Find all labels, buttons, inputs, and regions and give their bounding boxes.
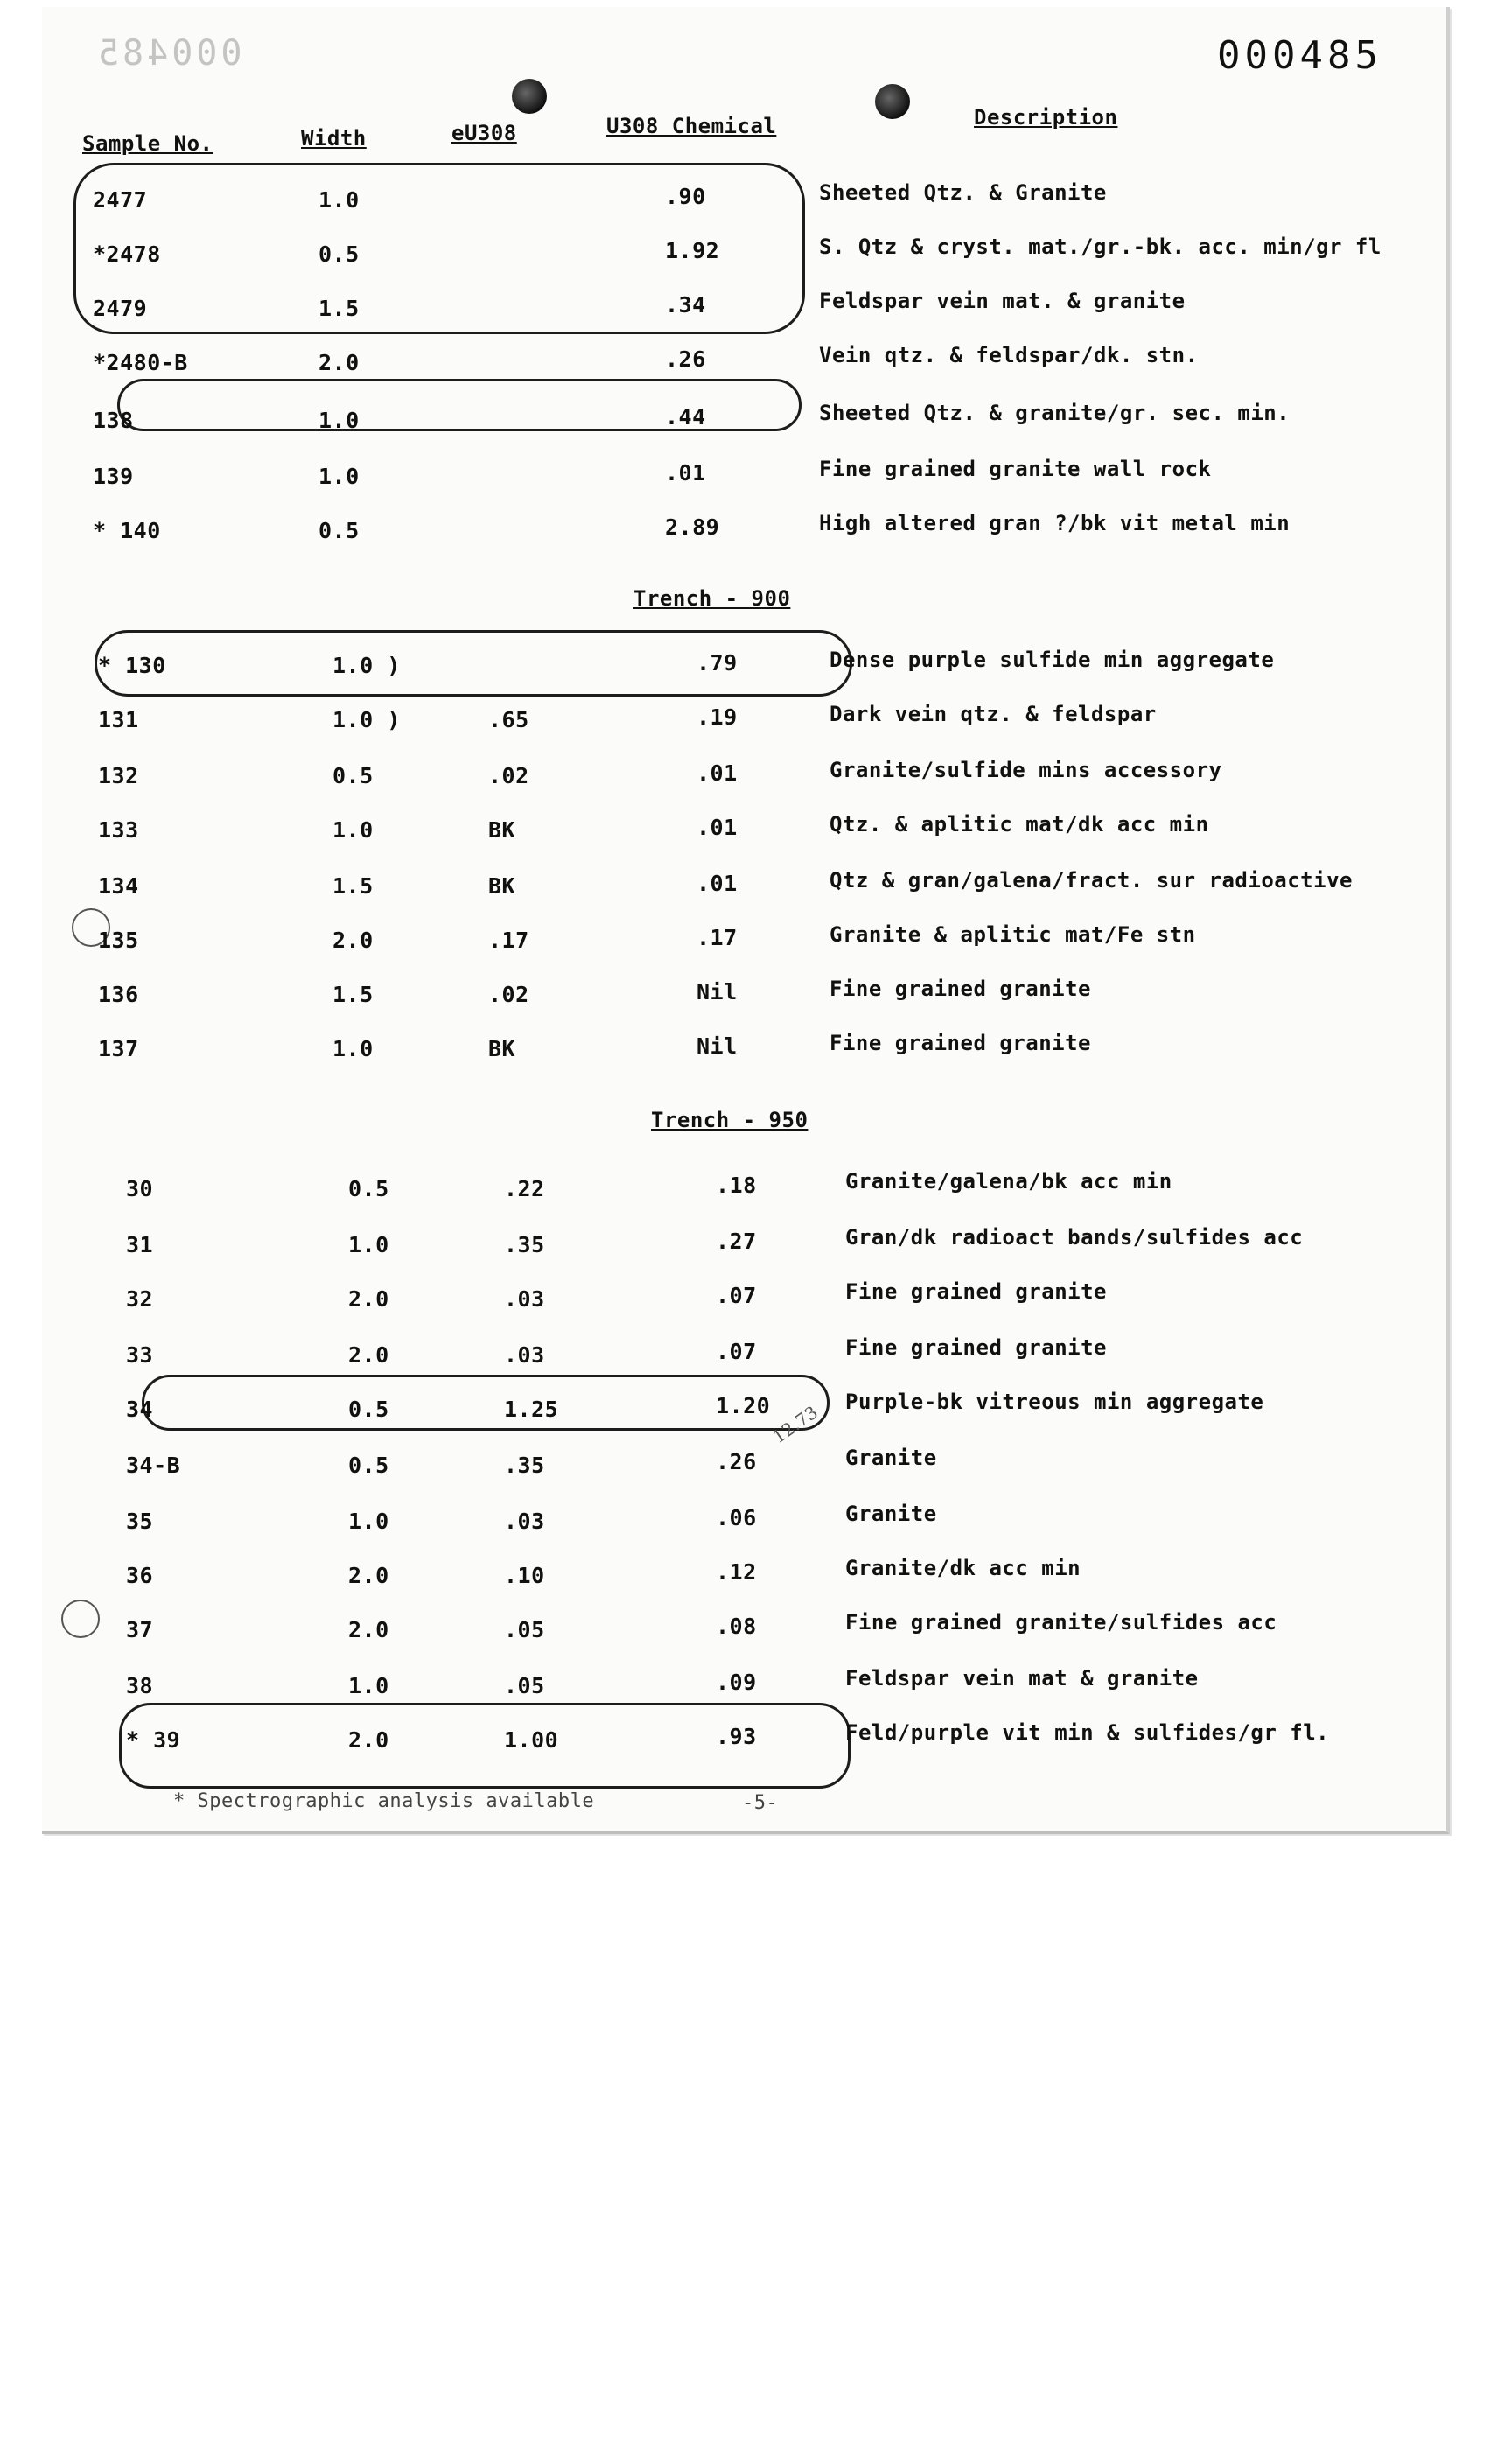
u308-chemical-cell: .06: [716, 1505, 757, 1530]
u308-chemical-cell: .34: [665, 292, 706, 318]
description-cell: Granite & aplitic mat/Fe stn: [830, 922, 1196, 947]
punch-hole: [512, 79, 547, 114]
eu308-cell: .03: [504, 1342, 545, 1368]
sample-no-cell: *2480-B: [93, 350, 188, 375]
sample-no-cell: 34: [126, 1396, 154, 1422]
u308-chemical-cell: 1.20: [716, 1393, 771, 1418]
width-cell: 2.0: [348, 1617, 389, 1642]
sample-no-cell: * 130: [98, 653, 166, 678]
header-u308-chemical: U308 Chemical: [606, 114, 777, 138]
width-cell: 1.5: [332, 982, 374, 1007]
trench-950-heading: Trench - 950: [651, 1108, 808, 1132]
description-cell: Fine grained granite: [845, 1279, 1107, 1304]
width-cell: 1.0: [348, 1673, 389, 1698]
description-cell: Granite: [845, 1502, 937, 1526]
sample-no-cell: 33: [126, 1342, 154, 1368]
handwritten-note: 12.73: [768, 1401, 822, 1448]
sample-no-cell: 38: [126, 1673, 154, 1698]
sample-no-cell: 135: [98, 928, 139, 953]
description-cell: Fine grained granite: [845, 1335, 1107, 1360]
description-cell: Fine grained granite/sulfides acc: [845, 1610, 1278, 1634]
u308-chemical-cell: .27: [716, 1228, 757, 1254]
description-cell: Purple-bk vitreous min aggregate: [845, 1390, 1264, 1414]
description-cell: Sheeted Qtz. & Granite: [819, 180, 1107, 205]
width-cell: 2.0: [332, 928, 374, 953]
sample-no-cell: 131: [98, 707, 139, 732]
eu308-cell: .35: [504, 1452, 545, 1478]
u308-chemical-cell: Nil: [696, 1033, 738, 1059]
sample-no-cell: * 140: [93, 518, 161, 543]
eu308-cell: 1.00: [504, 1727, 559, 1753]
sample-no-cell: 32: [126, 1286, 154, 1312]
trench-900-heading: Trench - 900: [634, 586, 791, 611]
sample-no-cell: * 39: [126, 1727, 181, 1753]
u308-chemical-cell: .26: [716, 1449, 757, 1474]
u308-chemical-cell: .17: [696, 925, 738, 950]
eu308-cell: .02: [488, 982, 529, 1007]
u308-chemical-cell: .26: [665, 346, 706, 372]
description-cell: Dark vein qtz. & feldspar: [830, 702, 1157, 726]
sample-no-cell: *2478: [93, 242, 161, 267]
circled-row: [94, 630, 852, 696]
mirrored-doc-number: 000485: [94, 33, 242, 74]
description-cell: Granite/galena/bk acc min: [845, 1169, 1172, 1194]
width-cell: 1.0: [348, 1232, 389, 1257]
width-cell: 1.0: [332, 1036, 374, 1061]
eu308-cell: 1.25: [504, 1396, 559, 1422]
description-cell: Feldspar vein mat. & granite: [819, 289, 1186, 313]
eu308-cell: BK: [488, 1036, 516, 1061]
width-cell: 2.0: [348, 1342, 389, 1368]
u308-chemical-cell: .08: [716, 1614, 757, 1639]
eu308-cell: BK: [488, 817, 516, 843]
u308-chemical-cell: .93: [716, 1724, 757, 1749]
width-cell: 0.5: [318, 518, 360, 543]
description-cell: Fine grained granite wall rock: [819, 457, 1212, 481]
u308-chemical-cell: .19: [696, 704, 738, 730]
header-eu308: eU308: [452, 121, 517, 145]
u308-chemical-cell: .01: [696, 760, 738, 786]
sample-no-cell: 2477: [93, 187, 148, 213]
eu308-cell: .03: [504, 1286, 545, 1312]
u308-chemical-cell: .18: [716, 1172, 757, 1198]
description-cell: Qtz & gran/galena/fract. sur radioactive: [830, 868, 1353, 892]
sample-no-cell: 133: [98, 817, 139, 843]
description-cell: S. Qtz & cryst. mat./gr.-bk. acc. min/gr fl: [819, 234, 1382, 259]
document-number: 000485: [1217, 33, 1382, 78]
eu308-cell: .02: [488, 763, 529, 788]
description-cell: Granite/dk acc min: [845, 1556, 1082, 1580]
width-cell: 1.0 ): [332, 707, 401, 732]
description-cell: Fine grained granite: [830, 1031, 1091, 1055]
eu308-cell: BK: [488, 873, 516, 899]
description-cell: Gran/dk radioact bands/sulfides acc: [845, 1225, 1304, 1250]
header-description: Description: [974, 105, 1118, 130]
punch-hole: [875, 84, 910, 119]
description-cell: Granite: [845, 1446, 937, 1470]
width-cell: 1.5: [318, 296, 360, 321]
header-width: Width: [301, 126, 367, 150]
u308-chemical-cell: .09: [716, 1670, 757, 1695]
width-cell: 0.5: [332, 763, 374, 788]
sample-no-cell: 31: [126, 1232, 154, 1257]
punch-hole-ring: [61, 1600, 100, 1638]
sample-no-cell: 136: [98, 982, 139, 1007]
width-cell: 1.0 ): [332, 653, 401, 678]
eu308-cell: .05: [504, 1617, 545, 1642]
sample-no-cell: 37: [126, 1617, 154, 1642]
u308-chemical-cell: 1.92: [665, 238, 720, 263]
width-cell: 1.5: [332, 873, 374, 899]
u308-chemical-cell: .44: [665, 404, 706, 430]
header-sample-no: Sample No.: [82, 131, 214, 156]
sample-no-cell: 132: [98, 763, 139, 788]
sample-no-cell: 134: [98, 873, 139, 899]
u308-chemical-cell: Nil: [696, 979, 738, 1004]
description-cell: Granite/sulfide mins accessory: [830, 758, 1222, 782]
description-cell: Dense purple sulfide min aggregate: [830, 648, 1275, 672]
sample-no-cell: 35: [126, 1508, 154, 1534]
sample-no-cell: 36: [126, 1563, 154, 1588]
eu308-cell: .03: [504, 1508, 545, 1534]
u308-chemical-cell: .79: [696, 650, 738, 676]
eu308-cell: .65: [488, 707, 529, 732]
u308-chemical-cell: .90: [665, 184, 706, 209]
description-cell: Sheeted Qtz. & granite/gr. sec. min.: [819, 401, 1291, 425]
description-cell: High altered gran ?/bk vit metal min: [819, 511, 1291, 536]
width-cell: 0.5: [348, 1176, 389, 1201]
sample-no-cell: 34-B: [126, 1452, 181, 1478]
eu308-cell: .35: [504, 1232, 545, 1257]
sample-no-cell: 30: [126, 1176, 154, 1201]
width-cell: 1.0: [348, 1508, 389, 1534]
u308-chemical-cell: .01: [696, 815, 738, 840]
u308-chemical-cell: 2.89: [665, 514, 720, 540]
eu308-cell: .10: [504, 1563, 545, 1588]
description-cell: Feldspar vein mat & granite: [845, 1666, 1199, 1690]
eu308-cell: .05: [504, 1673, 545, 1698]
eu308-cell: .22: [504, 1176, 545, 1201]
description-cell: Feld/purple vit min & sulfides/gr fl.: [845, 1720, 1330, 1745]
width-cell: 0.5: [348, 1396, 389, 1422]
width-cell: 0.5: [348, 1452, 389, 1478]
sample-no-cell: 2479: [93, 296, 148, 321]
page-number: -5-: [742, 1792, 779, 1814]
width-cell: 2.0: [348, 1563, 389, 1588]
eu308-cell: .17: [488, 928, 529, 953]
sample-no-cell: 139: [93, 464, 134, 489]
width-cell: 2.0: [318, 350, 360, 375]
u308-chemical-cell: .07: [716, 1339, 757, 1364]
width-cell: 0.5: [318, 242, 360, 267]
width-cell: 1.0: [318, 408, 360, 433]
u308-chemical-cell: .07: [716, 1283, 757, 1308]
width-cell: 2.0: [348, 1727, 389, 1753]
width-cell: 2.0: [348, 1286, 389, 1312]
description-cell: Vein qtz. & feldspar/dk. stn.: [819, 343, 1199, 368]
width-cell: 1.0: [332, 817, 374, 843]
width-cell: 1.0: [318, 464, 360, 489]
sample-no-cell: 137: [98, 1036, 139, 1061]
sample-no-cell: 138: [93, 408, 134, 433]
footnote: * Spectrographic analysis available: [173, 1790, 595, 1812]
description-cell: Qtz. & aplitic mat/dk acc min: [830, 812, 1209, 836]
u308-chemical-cell: .01: [696, 871, 738, 896]
scanned-page: [42, 7, 1450, 1834]
u308-chemical-cell: .12: [716, 1559, 757, 1585]
description-cell: Fine grained granite: [830, 976, 1091, 1001]
u308-chemical-cell: .01: [665, 460, 706, 486]
width-cell: 1.0: [318, 187, 360, 213]
